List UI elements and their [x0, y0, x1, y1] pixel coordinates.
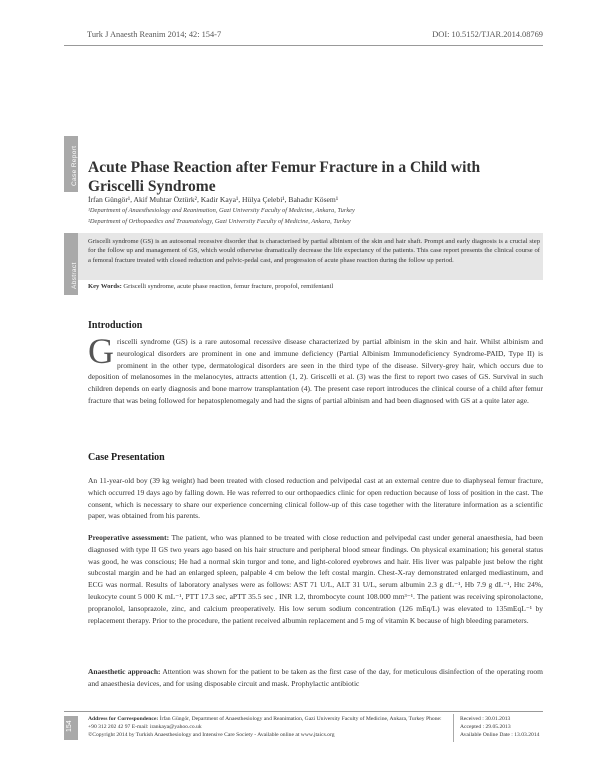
- keywords: [88, 283, 540, 290]
- page-number: 154: [66, 720, 73, 732]
- preoperative-text: The patient, who was planned to be treated with close reduction and pelvipedal cast under general anaesthesia, had been diagnosed with type II GS two years ago based on his hair structure and peripheral blood smear findings. On physical examination; his general status was good, he was conscious; He had a normal skin turgor and tone, and light-colored eyebrows and hair. His liver was palpable just below the right subcostal margin and he had an enlarged spleen, palpable 4 cm below the left costal margin. Chest-X-ray demonstrated enlarged mediastinum, and ECG was normal. Results of laboratory analyses were as follows: AST 71 U/L, ALT 31 U/L, serum albumin 2.3 g dL⁻¹, Hb 7.9 g dL⁻¹, Htc 24%, leukocyte count 5 000 K mL⁻¹, PTT 17.3 sec, aPTT 35.5 sec , INR 1.2, thrombocyte count 108.000 mm³⁻¹. The patient was receiving spironolactone, propranolol, lansoprazole, zinc, and calcium preoperatively. His low serum sodium concentration (126 mEq/L) was elevated to 135mEqL⁻¹ by replacement therapy. Prior to the procedure, the patient received albumin replacement and 5 mg of vitamin K because of high bleeding parameters.: [88, 533, 543, 625]
- introduction-paragraph: [88, 331, 543, 407]
- introduction-heading: Introduction: [88, 320, 143, 331]
- affiliation-2: ²Department of Orthopaedics and Traumatology, Gazi University Faculty of Medicine, Ankara, Turkey: [88, 218, 351, 225]
- keywords-list: Griscelli syndrome, acute phase reaction, femur fracture, propofol, remifentanil: [123, 283, 334, 290]
- affiliation-1: ¹Department of Anaesthesiology and Reanimation, Gazi University Faculty of Medicine, Ankara, Turkey: [88, 207, 355, 214]
- case-report-label: Case Report: [71, 145, 78, 186]
- abstract-tab: [64, 233, 78, 295]
- header-rule: [64, 45, 543, 46]
- correspondence-block: [88, 715, 448, 739]
- abstract-label: Abstract: [71, 262, 78, 289]
- author-list: İrfan Güngör¹, Akif Muhtar Öztürk², Kadir Kaya¹, Hülya Çelebi¹, Bahadır Kösem¹: [88, 195, 339, 204]
- anaesthetic-text: Attention was shown for the patient to be taken as the first case of the day, for meticulous disinfection of the operating room and anaesthesia devices, and for using disposable circuit and mask. Prophylactic antibiotic: [88, 667, 544, 688]
- page-number-tab: [64, 716, 78, 740]
- copyright-text: ©Copyright 2014 by Turkish Anaesthesiology and Intensive Care Society - Available online at www.jtaics.org: [88, 732, 335, 738]
- anaesthetic-label: Anaesthetic approach:: [88, 667, 161, 676]
- correspondence-text: İrfan Güngör, Department of Anaesthesiology and Reanimation, Gazi University Faculty of Medicine, Ankara, Turkey Phone: +90 312 202 42 97 E-mail: irankaya@yahoo.co.uk: [88, 716, 442, 730]
- correspondence-label: Address for Correspondence:: [88, 716, 159, 722]
- received-date: Received : 30.01.2013: [460, 716, 511, 722]
- introduction-text: riscelli syndrome (GS) is a rare autosomal recessive disease characterized by partial albinism in the skin and hair. Whilst albinism and neurological disorders are prominent in one and immune deficiency (Partial Albinism Immunodeficiency Syndrome-PAID, Type II) is prominent in the other type, dermatological disorders are seen in the third type of the disease. Silvery-grey hair, which occurs due to deposition of melanosomes in the melanocytes, attracts attention (1, 2). Griscelli et al. (3) was the first to report two cases of GS. Survival in such children depends on early diagnosis and bone marrow transplantation (4). The present case report introduces the clinical course of a child after femur fracture that was being followed for hepatosplenomegaly and had the signs of partial albinism and had been diagnosed with GS at a quite later age.: [88, 337, 543, 405]
- anaesthetic-paragraph: [88, 666, 543, 690]
- dates-block: [460, 715, 539, 739]
- dropcap: G: [88, 331, 114, 371]
- doi[interactable]: DOI: 10.5152/TJAR.2014.08769: [432, 30, 543, 39]
- footer-rule: [64, 711, 543, 712]
- preoperative-label: Preoperative assessment:: [88, 533, 170, 542]
- case-presentation-heading: Case Presentation: [88, 452, 165, 463]
- case-report-tab: [64, 136, 78, 192]
- keywords-label: Key Words:: [88, 283, 122, 290]
- footer-divider: [453, 714, 454, 742]
- journal-citation: Turk J Anaesth Reanim 2014; 42: 154-7: [87, 30, 222, 39]
- online-date: Available Online Date : 13.03.2014: [460, 732, 540, 738]
- accepted-date: Accepted : 29.05.2013: [460, 724, 511, 730]
- running-header: [87, 30, 543, 39]
- case-presentation-text: An 11-year-old boy (39 kg weight) had been treated with closed reduction and pelvipedal cast at an external centre due to diaphyseal femur fracture, which occurred 19 days ago by falling down. He was referred to our orthopaedics clinic for open reduction because of loss of position in the cast. The consent, which is necessary to share our experience concerning clinical follow-up of this case together with the literature information as a scientific paper, was obtained from his parents.: [88, 476, 543, 521]
- abstract-text: Griscelli syndrome (GS) is an autosomal recessive disorder that is characterised by partial albinism of the skin and hair shaft. Prompt and early diagnosis is a crucial step for the follow up and management of GS, which would otherwise dramatically decrease the life expectancy of the patients. This case report presents the clinical course of a femoral fracture treated with closed reduction and pelvic-pedal cast, and progression of acute phase reaction during the follow up period.: [88, 238, 540, 264]
- article-title: Acute Phase Reaction after Femur Fracture in a Child with Griscelli Syndrome: [88, 159, 481, 196]
- preoperative-paragraph: [88, 532, 543, 626]
